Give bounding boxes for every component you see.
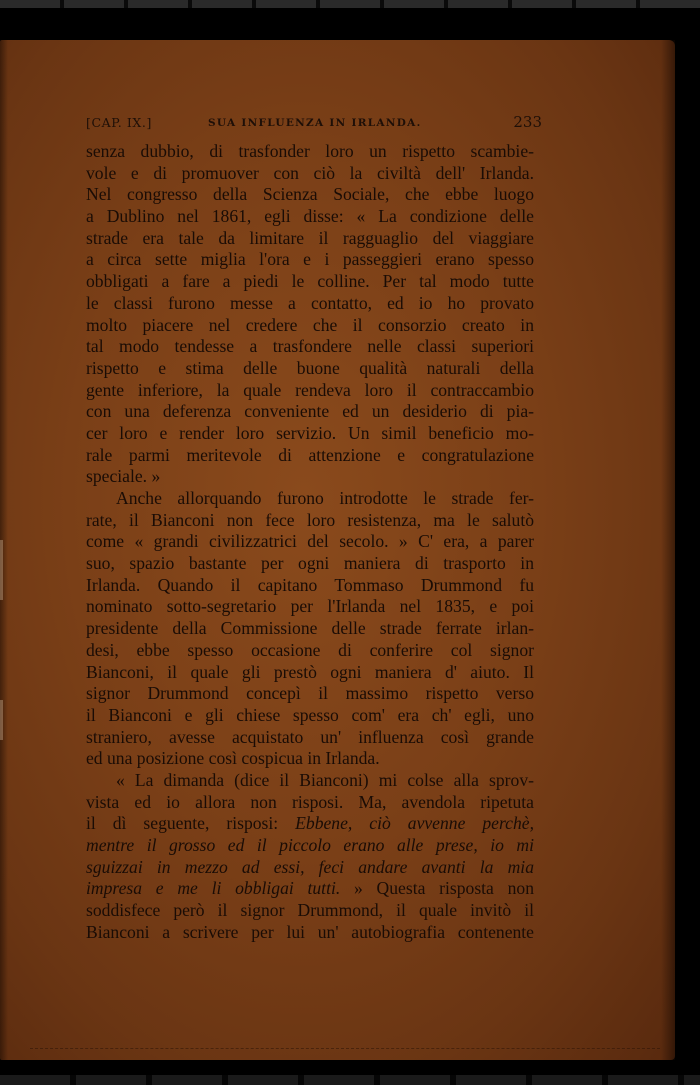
line-text: le classi furono messe a contatto, ed io ho provato	[86, 292, 534, 313]
text-line	[86, 813, 534, 835]
text-line	[86, 358, 534, 380]
line-text: con una deferenza conveniente ed un desiderio di pia-	[86, 401, 534, 422]
line-text: suo, spazio bastante per ogni maniera di trasporto in	[86, 553, 534, 574]
text-line	[86, 228, 534, 250]
text-line	[86, 922, 534, 944]
text-line	[86, 900, 534, 922]
line-text: nominato sotto-segretario per l'Irlanda nel 1835, e poi	[86, 596, 534, 617]
page-right-shadow	[661, 40, 675, 1060]
text-line	[86, 575, 534, 597]
line-italic-text: Ebbene, ciò avvenne perchè,	[295, 813, 534, 834]
text-line	[86, 336, 534, 358]
line-italic-text: sguizzai in mezzo ad essi, feci andare avanti la mia	[86, 856, 534, 877]
line-text: obbligati a fare a piedi le colline. Per tal modo tutte	[86, 271, 534, 292]
text-line	[86, 141, 534, 163]
text-line	[86, 835, 534, 857]
text-line	[86, 531, 534, 553]
line-text: rispetto e stima delle buone qualità naturali della	[86, 357, 534, 378]
text-line	[86, 596, 534, 618]
text-line	[86, 445, 534, 467]
line-text: straniero, avesse acquistato un' influenza così grande	[86, 726, 534, 747]
line-text: Bianconi a scrivere per lui un' autobiografia contenente	[86, 921, 534, 942]
text-line	[86, 163, 534, 185]
line-text: soddisfece però il signor Drummond, il quale invitò il	[86, 900, 534, 921]
text-line	[86, 727, 534, 749]
running-title: SUA INFLUENZA IN IRLANDA.	[208, 117, 422, 129]
line-text: speciale. »	[86, 466, 161, 487]
binding-mark	[0, 540, 3, 600]
line-text: Nel congresso della Scienza Sociale, che ebbe luogo	[86, 184, 534, 205]
line-text: a circa sette miglia l'ora e i passeggieri erano spesso	[86, 249, 534, 270]
line-text: vista ed io allora non risposi. Ma, avendola ripetuta	[86, 791, 534, 812]
text-line	[86, 315, 534, 337]
line-text: a Dublino nel 1861, egli disse: « La condizione delle	[86, 206, 534, 227]
text-line	[86, 184, 534, 206]
text-line	[86, 401, 534, 423]
binding-mark	[0, 700, 3, 740]
text-line	[86, 683, 534, 705]
line-text: desi, ebbe spesso occasione di conferire col signor	[86, 639, 534, 660]
line-text: « La dimanda (dice il Bianconi) mi colse alla sprov-	[116, 769, 534, 790]
line-text: rate, il Bianconi non fece loro resistenza, ma le salutò	[86, 509, 534, 530]
line-italic-text: mentre il grosso ed il piccolo erano alle prese, io mi	[86, 835, 534, 855]
line-text: il dì seguente, risposi:	[86, 813, 296, 834]
text-line	[86, 770, 534, 792]
line-text: » Questa risposta non	[340, 878, 534, 899]
text-line	[86, 857, 534, 879]
text-line	[86, 705, 534, 727]
page-number: 233	[513, 113, 542, 131]
line-text: il Bianconi e gli chiese spesso com' era ch' egli, uno	[86, 704, 534, 725]
line-text: vole e di promuover con ciò la civiltà dell' Irlanda.	[86, 162, 534, 183]
text-line	[86, 488, 534, 510]
text-line	[86, 423, 534, 445]
line-text: ed una posizione così cospicua in Irlanda.	[86, 748, 380, 769]
text-line	[86, 618, 534, 640]
scan-bottom-border	[0, 1075, 700, 1085]
line-text: cer loro e render loro servizio. Un simil beneficio mo-	[86, 422, 534, 443]
line-text: presidente della Commissione delle strade ferrate irlan-	[86, 618, 534, 639]
text-line	[86, 878, 534, 900]
line-italic-text: impresa e me li obbligai tutti.	[86, 878, 341, 899]
line-text: Irlanda. Quando il capitano Tommaso Drummond fu	[86, 574, 534, 595]
text-line	[86, 249, 534, 271]
running-header	[86, 113, 542, 133]
text-line	[86, 466, 534, 488]
line-text: rale parmi meritevole di attenzione e congratulazione	[86, 444, 534, 465]
line-text: senza dubbio, di trasfonder loro un rispetto scambie-	[86, 141, 534, 161]
chapter-label: [CAP. IX.]	[86, 115, 152, 130]
footer-shadow-line	[30, 1048, 660, 1049]
line-text: gente inferiore, la quale rendeva loro il contraccambio	[86, 379, 534, 400]
text-line	[86, 792, 534, 814]
text-line	[86, 748, 534, 770]
text-line	[86, 293, 534, 315]
text-line	[86, 510, 534, 532]
line-text: Bianconi, il quale gli prestò ogni maniera d' aiuto. Il	[86, 661, 534, 682]
line-text: signor Drummond concepì il massimo rispetto verso	[86, 683, 534, 704]
scan-top-border	[0, 0, 700, 8]
body-text	[86, 141, 534, 943]
text-line	[86, 380, 534, 402]
line-text: strade era tale da limitare il ragguaglio del viaggiare	[86, 227, 534, 248]
line-text: tal modo tendesse a trasfondere nelle classi superiori	[86, 336, 534, 357]
text-line	[86, 662, 534, 684]
line-text: come « grandi civilizzatrici del secolo. » C' era, a parer	[86, 531, 534, 552]
text-line	[86, 640, 534, 662]
line-text: Anche allorquando furono introdotte le strade fer-	[116, 488, 534, 508]
text-line	[86, 271, 534, 293]
line-text: molto piacere nel credere che il consorzio creato in	[86, 314, 534, 335]
text-line	[86, 206, 534, 228]
text-line	[86, 553, 534, 575]
